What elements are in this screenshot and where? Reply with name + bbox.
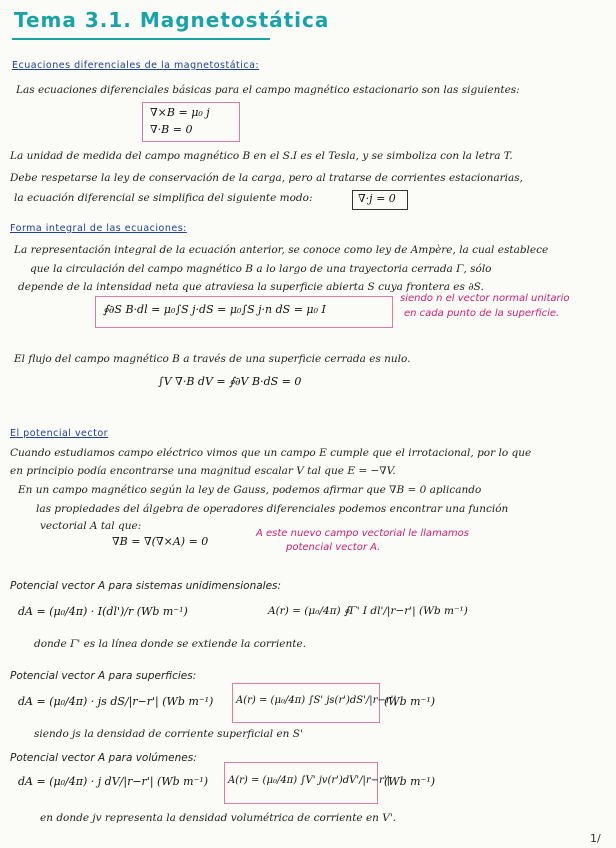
equation-flux: ∫V ∇·B dV = ∮∂V B·dS = 0 bbox=[158, 375, 302, 388]
equation-dA-line: dA = (μ₀/4π) · I(dl')/r (Wb m⁻¹) bbox=[18, 605, 188, 618]
paragraph: donde Γ' es la línea donde se extiende la corriente. bbox=[34, 638, 307, 650]
unit-label: (Wb m⁻¹) bbox=[384, 775, 436, 788]
bullet-volumes: Potencial vector A para volúmenes: bbox=[10, 752, 197, 764]
page-title: Tema 3.1. Magnetostática bbox=[14, 8, 330, 32]
paragraph: El flujo del campo magnético B a través de una superficie cerrada es nulo. bbox=[14, 353, 411, 365]
paragraph: Cuando estudiamos campo eléctrico vimos que un campo E cumple que el irrotacional, por lo que bbox=[10, 447, 532, 459]
side-note: en cada punto de la superficie. bbox=[404, 308, 560, 319]
equation-dA-surface: dA = (μ₀/4π) · js dS/|r−r'| (Wb m⁻¹) bbox=[18, 695, 214, 708]
paragraph: En un campo magnético según la ley de Gauss, podemos afirmar que ∇B = 0 aplicando bbox=[18, 484, 482, 496]
paragraph: las propiedades del álgebra de operadores diferenciales podemos encontrar una función bbox=[36, 503, 509, 515]
paragraph: que la circulación del campo magnético B a lo largo de una trayectoria cerrada Γ, sólo bbox=[30, 263, 492, 275]
section-heading-vector-potential: El potencial vector bbox=[10, 428, 109, 439]
paragraph: vectorial A tal que: bbox=[40, 520, 142, 532]
paragraph: en donde jv representa la densidad volumétrica de corriente en V'. bbox=[40, 812, 397, 824]
page-number: 1/ bbox=[590, 832, 601, 845]
unit-label: (Wb m⁻¹) bbox=[384, 695, 436, 708]
equation-div-b: ∇·B = 0 bbox=[150, 123, 193, 136]
paragraph: Las ecuaciones diferenciales básicas para el campo magnético estacionario son las siguientes: bbox=[16, 84, 520, 96]
paragraph: en principio podía encontrarse una magnitud escalar V tal que E = −∇V. bbox=[10, 465, 396, 477]
paragraph: la ecuación diferencial se simplifica del siguiente modo: bbox=[14, 192, 313, 204]
paragraph: La representación integral de la ecuación anterior, se conoce como ley de Ampère, la cual establece bbox=[14, 244, 549, 256]
paragraph: siendo js la densidad de corriente superficial en S' bbox=[34, 728, 303, 740]
equation-curl-b: ∇×B = μ₀ j bbox=[150, 106, 210, 119]
section-heading-differential: Ecuaciones diferenciales de la magnetostática: bbox=[12, 60, 260, 71]
bullet-one-dimensional: Potencial vector A para sistemas unidimensionales: bbox=[10, 580, 282, 592]
equation-dA-volume: dA = (μ₀/4π) · j dV/|r−r'| (Wb m⁻¹) bbox=[18, 775, 209, 788]
side-note: potencial vector A. bbox=[286, 542, 381, 553]
paragraph: La unidad de medida del campo magnético B en el S.I es el Tesla, y se simboliza con la letra T. bbox=[10, 150, 513, 162]
equation-ampere: ∮∂S B·dl = μ₀∫S j·dS = μ₀∫S j·n dS = μ₀ I bbox=[103, 303, 326, 316]
title-underline bbox=[12, 38, 270, 40]
equation-div-j: ∇·j = 0 bbox=[358, 192, 396, 205]
side-note: siendo n el vector normal unitario bbox=[400, 293, 570, 304]
paragraph: Debe respetarse la ley de conservación de la carga, pero al tratarse de corrientes estacionarias, bbox=[10, 172, 523, 184]
section-heading-integral: Forma integral de las ecuaciones: bbox=[10, 223, 187, 234]
equation-A-volume: A(r) = (μ₀/4π) ∫V' jv(r')dV'/|r−r'| bbox=[228, 775, 390, 786]
equation-div-curl: ∇B = ∇(∇×A) = 0 bbox=[112, 535, 209, 548]
bullet-surfaces: Potencial vector A para superficies: bbox=[10, 670, 197, 682]
paragraph: depende de la intensidad neta que atraviesa la superficie abierta S cuya frontera es ∂S. bbox=[18, 281, 484, 293]
side-note: A este nuevo campo vectorial le llamamos bbox=[256, 528, 470, 539]
equation-A-surface: A(r) = (μ₀/4π) ∫S' js(r')dS'/|r−r'| bbox=[236, 695, 397, 706]
equation-A-line: A(r) = (μ₀/4π) ∮Γ' I dl'/|r−r'| (Wb m⁻¹) bbox=[268, 605, 468, 617]
